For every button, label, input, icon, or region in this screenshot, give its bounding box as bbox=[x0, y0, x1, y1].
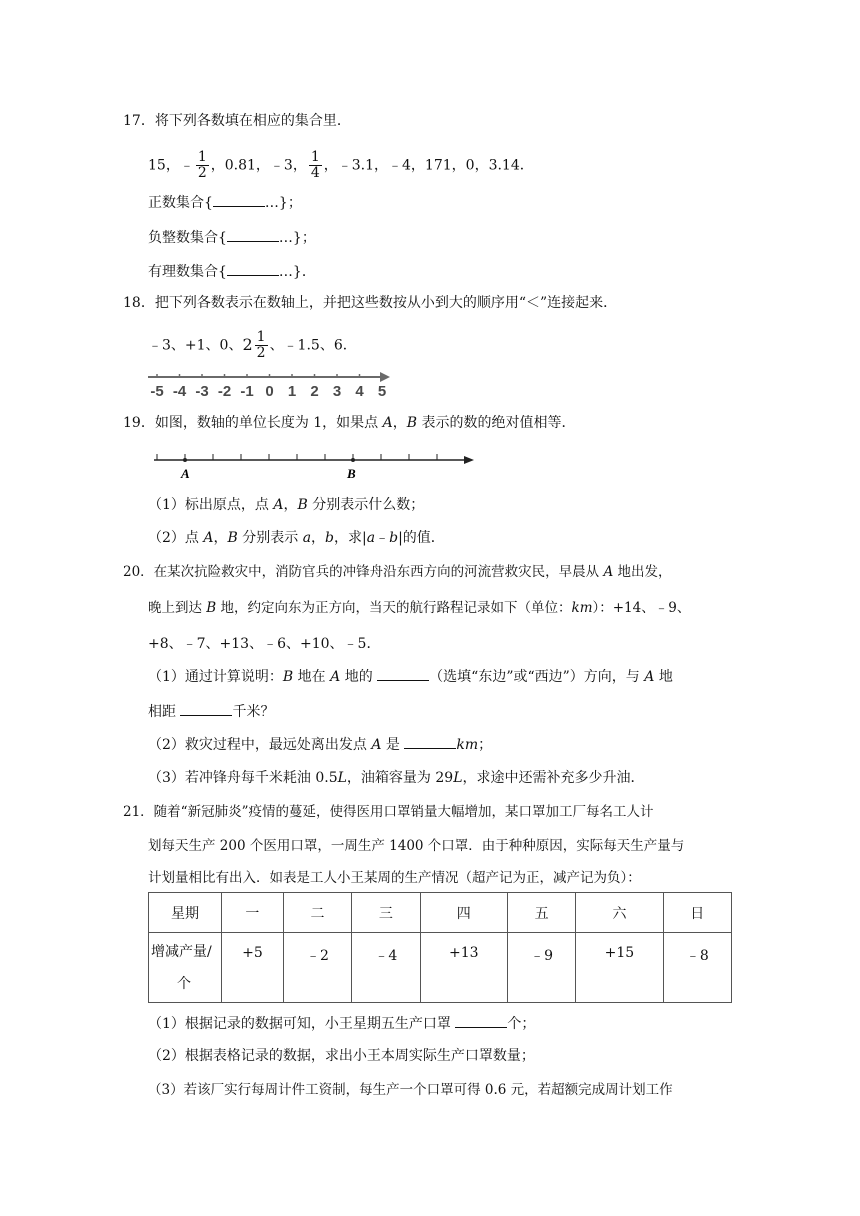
point-a-label: A bbox=[181, 466, 190, 481]
row-label-line1: 增减产量/ bbox=[151, 943, 212, 960]
text: 晚上到达 bbox=[148, 600, 207, 616]
q17-numbers-c: ，﹣3.1，﹣4，171，0，3.14． bbox=[323, 157, 534, 174]
answer-blank[interactable] bbox=[227, 261, 279, 276]
var-A: A bbox=[330, 669, 341, 685]
point-b-label: B bbox=[347, 466, 356, 481]
text: （1）根据记录的数据可知，小王星期五生产口罩 bbox=[148, 1016, 456, 1032]
unit-L: L bbox=[337, 770, 347, 786]
var-A: A bbox=[603, 564, 614, 580]
text: ， bbox=[311, 530, 326, 546]
table-cell: 三 bbox=[352, 893, 420, 933]
axis-tick-label: 1 bbox=[287, 383, 297, 400]
production-table bbox=[148, 892, 732, 1003]
table-cell: 六 bbox=[576, 893, 663, 933]
text: （3）若冲锋舟每千米耗油 0.5 bbox=[148, 770, 338, 786]
text: ，求途中还需补充多少升油． bbox=[462, 770, 645, 786]
q20-line3 bbox=[148, 634, 380, 654]
q18-title bbox=[123, 293, 617, 313]
axis-tick-label: 0 bbox=[265, 383, 274, 400]
var-B: B bbox=[406, 415, 418, 431]
q17-set-rational bbox=[148, 261, 316, 282]
var-B: B bbox=[227, 530, 238, 546]
unit-km: km bbox=[571, 600, 593, 616]
axis-tick-label: -4 bbox=[172, 383, 187, 400]
text: ； bbox=[478, 737, 493, 753]
text: 个； bbox=[507, 1016, 536, 1032]
table-cell: ﹣4 bbox=[352, 933, 420, 1003]
q20-sub1-line2 bbox=[148, 701, 274, 722]
table-cell: +15 bbox=[576, 933, 663, 1003]
table-cell: 一 bbox=[222, 893, 284, 933]
frac-den: 2 bbox=[197, 165, 207, 181]
q19-text-b: 表示的数的绝对值相等． bbox=[417, 415, 576, 431]
q18-numbers-b: 、﹣1.5、6． bbox=[269, 337, 357, 354]
unit-km: km bbox=[456, 737, 479, 753]
text: （2）根据表格记录的数据，求出小王本周实际生产口罩数量； bbox=[148, 1048, 535, 1064]
text: ， bbox=[213, 530, 228, 546]
q20-line1 bbox=[123, 562, 672, 582]
q18-title-text: 18．把下列各数表示在数轴上，并把这些数按从小到大的顺序用“＜”连接起来． bbox=[123, 295, 618, 311]
var-b: b bbox=[389, 530, 399, 546]
q20-sub2 bbox=[148, 734, 492, 755]
set-suffix: …}； bbox=[278, 230, 316, 246]
answer-blank[interactable] bbox=[213, 192, 265, 207]
axis-tick-label: -1 bbox=[240, 383, 254, 400]
text: 划每天生产 200 个医用口罩，一周生产 1400 个口罩．由于种种原因，实际每天生产量与 bbox=[148, 838, 685, 854]
text: 地在 bbox=[293, 669, 331, 685]
mixed-number bbox=[242, 329, 269, 361]
set-label: 负整数集合{ bbox=[148, 230, 227, 246]
var-A: A bbox=[644, 669, 655, 685]
text: （2）点 bbox=[148, 530, 204, 546]
q21-line3 bbox=[148, 868, 641, 888]
table-cell: 五 bbox=[507, 893, 575, 933]
table-cell: 日 bbox=[663, 893, 731, 933]
text: ）：+14、﹣9、 bbox=[592, 600, 691, 616]
q19-title bbox=[123, 413, 576, 433]
text: +8、﹣7、+13、﹣6、+10、﹣5． bbox=[148, 636, 381, 652]
q21-sub2 bbox=[148, 1046, 535, 1066]
q21-sub1 bbox=[148, 1013, 535, 1034]
q18-numbers bbox=[148, 330, 357, 361]
frac-num: 1 bbox=[310, 149, 320, 165]
axis-tick-label: -2 bbox=[217, 383, 232, 400]
text: 相距 bbox=[148, 704, 181, 720]
text: ，求| bbox=[334, 530, 367, 546]
q18-numbers-a: ﹣3、+1、0、 bbox=[148, 337, 243, 354]
fraction-one-half bbox=[196, 150, 209, 181]
table-cell: ﹣8 bbox=[663, 933, 731, 1003]
var-A: A bbox=[371, 737, 382, 753]
text: 地，约定向东为正方向，当天的航行路程记录如下（单位： bbox=[216, 600, 572, 616]
answer-blank[interactable] bbox=[180, 701, 232, 716]
var-A: A bbox=[382, 415, 393, 431]
mixed-fraction bbox=[255, 330, 268, 361]
frac-num: 1 bbox=[256, 329, 266, 345]
answer-blank[interactable] bbox=[377, 666, 429, 681]
mixed-whole: 2 bbox=[242, 334, 253, 354]
var-A: A bbox=[203, 530, 214, 546]
set-suffix: …}． bbox=[278, 264, 316, 280]
table-cell: 星期 bbox=[149, 893, 222, 933]
text: 分别表示 bbox=[237, 530, 303, 546]
unit-L: L bbox=[453, 770, 463, 786]
axis-tick-label: -3 bbox=[195, 383, 209, 400]
text: （2）救灾过程中，最远处离出发点 bbox=[148, 737, 372, 753]
table-cell: ﹣2 bbox=[283, 933, 351, 1003]
text: （选填“东边”或“西边”）方向，与 bbox=[429, 669, 645, 685]
axis-tick-label: 3 bbox=[332, 383, 342, 400]
table-cell: +13 bbox=[420, 933, 507, 1003]
q19-comma: ， bbox=[392, 415, 407, 431]
frac-den: 2 bbox=[256, 345, 266, 361]
text: |的值． bbox=[398, 530, 445, 546]
text: 地 bbox=[654, 669, 673, 685]
table-cell: 四 bbox=[420, 893, 507, 933]
q19-sub1 bbox=[148, 495, 424, 515]
table-cell: +5 bbox=[222, 933, 284, 1003]
text: ﹣ bbox=[375, 530, 390, 546]
point-b-marker bbox=[351, 458, 355, 462]
q17-numbers bbox=[148, 150, 534, 181]
text: 是 bbox=[381, 737, 405, 753]
var-B: B bbox=[297, 497, 308, 513]
q21-line2 bbox=[148, 836, 684, 856]
answer-blank[interactable] bbox=[404, 734, 456, 749]
row-label-cell bbox=[149, 933, 222, 1003]
text: 计划量相比有出入．如表是工人小王某周的生产情况（超产记为正，减产记为负）： bbox=[148, 870, 641, 886]
text: 21．随着“新冠肺炎”疫情的蔓延，使得医用口罩销量大幅增加，某口罩加工厂每名工人计 bbox=[123, 804, 654, 820]
answer-blank[interactable] bbox=[227, 227, 279, 242]
text: 千米？ bbox=[232, 704, 275, 720]
q21-sub3 bbox=[148, 1080, 673, 1100]
text: （1）通过计算说明： bbox=[148, 669, 283, 685]
text: 分别表示什么数； bbox=[307, 497, 425, 513]
axis-arrow-icon bbox=[464, 456, 474, 464]
text: 20．在某次抗险救灾中，消防官兵的冲锋舟沿东西方向的河流营救灾民，早晨从 bbox=[123, 564, 604, 580]
table-row bbox=[149, 933, 732, 1003]
frac-num: 1 bbox=[197, 149, 207, 165]
fraction-one-quarter bbox=[309, 150, 322, 181]
q20-sub3 bbox=[148, 768, 644, 788]
q17-numbers-b: ，0.81，﹣3， bbox=[210, 157, 307, 174]
var-B: B bbox=[206, 600, 217, 616]
var-A: A bbox=[273, 497, 284, 513]
axis-tick-label: 2 bbox=[310, 383, 319, 400]
text: （3）若该厂实行每周计件工资制，每生产一个口罩可得 0.6 元，若超额完成周计划工作 bbox=[148, 1082, 673, 1098]
q17-title bbox=[123, 111, 351, 131]
row-label-line2: 个 bbox=[177, 975, 191, 992]
point-a-marker bbox=[183, 458, 187, 462]
q17-set-positive bbox=[148, 192, 302, 213]
axis-tick-label: 4 bbox=[355, 383, 364, 400]
q19-number-line bbox=[150, 448, 480, 482]
table-header-row bbox=[149, 893, 732, 933]
set-label: 正数集合{ bbox=[148, 195, 213, 211]
q21-line1 bbox=[123, 802, 653, 822]
answer-blank[interactable] bbox=[455, 1013, 507, 1028]
q17-set-negative-integer bbox=[148, 227, 316, 248]
q19-text-a: 19．如图，数轴的单位长度为 1，如果点 bbox=[123, 415, 383, 431]
q18-number-line bbox=[140, 366, 400, 402]
q17-numbers-a: 15，﹣ bbox=[148, 157, 194, 174]
q19-sub2 bbox=[148, 528, 445, 548]
text: （1）标出原点，点 bbox=[148, 497, 274, 513]
var-a: a bbox=[366, 530, 376, 546]
axis-ticks bbox=[157, 454, 437, 460]
q20-line2 bbox=[148, 598, 690, 618]
frac-den: 4 bbox=[310, 165, 320, 181]
text: 地出发， bbox=[613, 564, 672, 580]
q20-sub1-line1 bbox=[148, 666, 673, 687]
set-label: 有理数集合{ bbox=[148, 264, 227, 280]
text: ， bbox=[283, 497, 298, 513]
var-B: B bbox=[282, 669, 294, 685]
text: ，油箱容量为 29 bbox=[346, 770, 454, 786]
table-cell: ﹣9 bbox=[507, 933, 575, 1003]
set-suffix: …}； bbox=[264, 195, 302, 211]
table-cell: 二 bbox=[283, 893, 351, 933]
var-b: b bbox=[325, 530, 335, 546]
text: 地的 bbox=[340, 669, 378, 685]
axis-tick-label: 5 bbox=[377, 383, 387, 400]
axis-tick-label: -5 bbox=[150, 383, 164, 400]
var-a: a bbox=[302, 530, 312, 546]
q17-title-text: 17．将下列各数填在相应的集合里． bbox=[123, 113, 351, 129]
